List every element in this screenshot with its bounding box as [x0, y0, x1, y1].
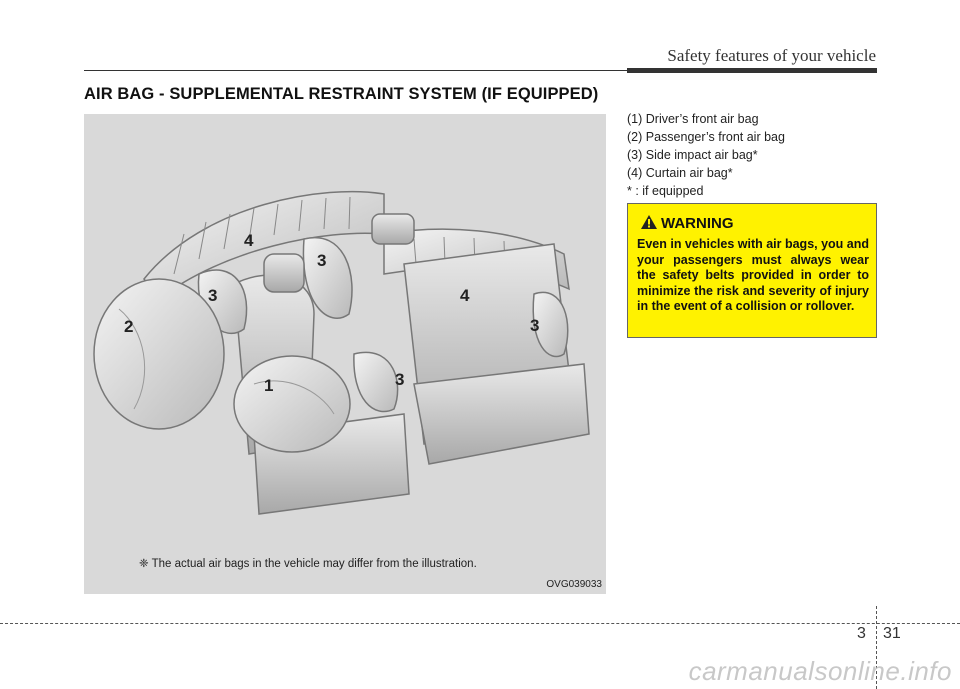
callout-label: 3: [530, 316, 540, 335]
page-section-number: 3: [857, 625, 866, 642]
callout-label: 3: [395, 370, 405, 389]
callout-label: 3: [208, 286, 218, 305]
page-number: 31: [883, 625, 901, 642]
footer-rule: [0, 623, 960, 624]
legend-footnote: * : if equipped: [627, 184, 704, 198]
legend-item: (3) Side impact air bag*: [627, 148, 758, 162]
watermark: carmanualsonline.info: [688, 656, 952, 686]
illustration-code: OVG039033: [546, 579, 602, 590]
header-title: Safety features of your vehicle: [667, 46, 876, 65]
legend-item: (4) Curtain air bag*: [627, 166, 733, 180]
legend-item: (1) Driver’s front air bag: [627, 112, 759, 126]
callout-label: 4: [244, 231, 254, 250]
callout-label: 3: [317, 251, 327, 270]
callout-label: 2: [124, 317, 134, 336]
section-title: AIR BAG - SUPPLEMENTAL RESTRAINT SYSTEM (IF EQUIPPED): [84, 85, 599, 103]
airbag-drawing: [84, 114, 606, 594]
airbag-legend: [627, 110, 785, 200]
warning-title: WARNING: [661, 215, 734, 232]
header-accent-bar: [627, 68, 877, 73]
warning-text: Even in vehicles with air bags, you and your passengers must always wear the safety belts provided in order to minimize the risk and severity of injury in the event of a collision or rollover.: [637, 237, 870, 313]
illustration-note: ❈ The actual air bags in the vehicle may differ from the illustration.: [139, 558, 477, 570]
warning-box: [627, 203, 877, 338]
callout-label: 4: [460, 286, 470, 305]
airbag-illustration: [84, 114, 606, 594]
callout-label: 1: [264, 376, 274, 395]
warning-triangle-icon: [640, 214, 658, 235]
legend-item: (2) Passenger’s front air bag: [627, 130, 785, 144]
